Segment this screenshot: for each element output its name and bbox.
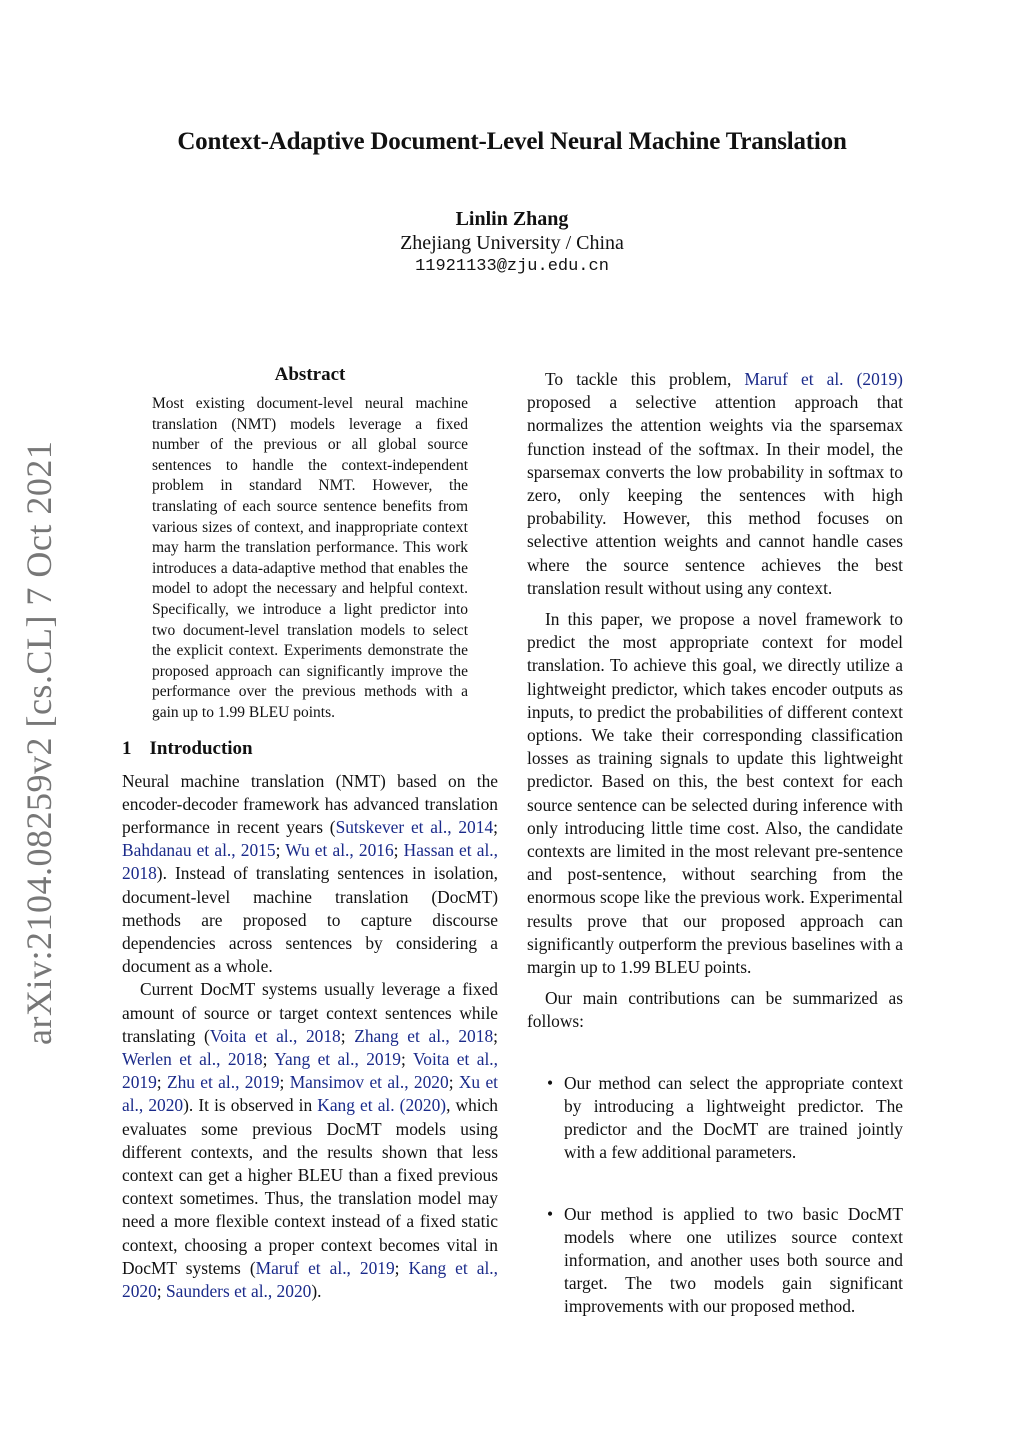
- left-column: [122, 364, 498, 1303]
- author-email[interactable]: 11921133@zju.edu.cn: [415, 257, 609, 276]
- citation-link[interactable]: Yang et al., 2019: [274, 1048, 401, 1069]
- section-heading-introduction: [122, 738, 498, 760]
- citation-link[interactable]: Maruf et al. (2019): [744, 369, 903, 389]
- author-block: [0, 207, 1024, 279]
- section-title: Introduction: [149, 737, 253, 759]
- contributions-list: [527, 1072, 903, 1319]
- paper-title: Context-Adaptive Document-Level Neural Machine Translation: [177, 128, 847, 155]
- right-column: [527, 368, 903, 1357]
- citation-link[interactable]: Saunders et al., 2020: [165, 1280, 312, 1301]
- citation-link[interactable]: Bahdanau et al., 2015: [122, 840, 276, 861]
- contribution-item: • Our method is applied to two basic DocMT models where one utilizes source context information, and another uses both source and target. The two models gain significant improvements with our proposed method.: [547, 1203, 903, 1317]
- citation-link[interactable]: Wu et al., 2016: [285, 840, 394, 861]
- intro-paragraph-3: To tackle this problem, Maruf et al. (2019) proposed a selective attention approach that normalizes the attention weights via the sparsemax function instead of the softmax. In their model, the sparsemax converts the low probability in softmax to zero, only keeping the sentences with high probability. However, this method focuses on selective attention weights and cannot handle cases where the source sentence achieves the best translation result without using any context.: [527, 369, 903, 598]
- intro-paragraph-5: Our main contributions can be summarized as follows:: [527, 988, 903, 1032]
- intro-paragraph-1: Neural machine translation (NMT) based on the encoder-decoder framework has advanced translation performance in recent years (Sutskever et al., 2014; Bahdanau et al., 2015; Wu et al., 2016; Hassan et al., 2018). Instead of translating sentences in isolation, document-level machine translation (DocMT) methods are proposed to capture discourse dependencies across sentences by considering a document as a whole.: [122, 770, 498, 977]
- citation-link[interactable]: Hassan et al., 2018: [122, 840, 498, 884]
- citation-link[interactable]: Maruf et al., 2019: [255, 1257, 395, 1278]
- citation-link[interactable]: Zhang et al., 2018: [354, 1025, 494, 1046]
- citation-link[interactable]: Kang et al. (2020): [317, 1095, 447, 1116]
- citation-link[interactable]: Mansimov et al., 2020: [289, 1072, 449, 1093]
- author-affiliation: Zhejiang University / China: [400, 232, 624, 254]
- citation-link[interactable]: Voita et al., 2018: [209, 1025, 341, 1046]
- citation-link[interactable]: Werlen et al., 2018: [122, 1048, 263, 1069]
- abstract-text: Most existing document-level neural machine translation (NMT) models leverage a fixed number of the previous or all global source sentences to handle the context-independent problem in standard NMT. However, the translating of each source sentence benefits from various sizes of context, and inappropriate context may harm the translation performance. This work introduces a data-adaptive method that enables the model to adopt the necessary and helpful context. Specifically, we introduce a light predictor into two document-level translation models to select the explicit context. Experiments demonstrate the proposed approach can significantly improve the performance over the previous methods with a gain up to 1.99 BLEU points.: [152, 395, 468, 721]
- bullet-icon: •: [547, 1072, 554, 1093]
- citation-link[interactable]: Kang et al., 2020: [122, 1257, 498, 1301]
- citation-link[interactable]: Zhu et al., 2019: [166, 1072, 280, 1093]
- citation-link[interactable]: Xu et al., 2020: [122, 1072, 498, 1116]
- author-name: Linlin Zhang: [455, 208, 569, 230]
- bullet-icon: •: [547, 1203, 554, 1224]
- arxiv-identifier: arXiv:2104.08259v2 [cs.CL] 7 Oct 2021: [19, 440, 59, 1045]
- contribution-item: • Our method can select the appropriate context by introducing a lightweight predictor. The predictor and the DocMT are trained jointly with a few additional parameters.: [547, 1072, 903, 1163]
- citation-link[interactable]: Sutskever et al., 2014: [335, 816, 494, 837]
- citation-link[interactable]: Voita et al., 2019: [122, 1048, 498, 1093]
- section-number: 1: [122, 737, 132, 759]
- intro-paragraph-4: In this paper, we propose a novel framework to predict the most appropriate context for model translation. To achieve this goal, we directly utilize a lightweight predictor, which takes encoder outputs as inputs, to predict the probabilities of different context options. We take their corresponding classification losses as training signals to update this lightweight predictor. Based on this, the best context for each source sentence can be selected during inference with only introducing little time cost. Also, the candidate contexts are limited in the most relevant pre-sentence and post-sentence, without searching from the enormous scope like the previous work. Experimental results prove that our proposed approach can significantly outperform the previous baselines with a margin up to 1.99 BLEU points.: [527, 609, 903, 978]
- abstract-heading: Abstract: [274, 364, 346, 385]
- intro-paragraph-2: Current DocMT systems usually leverage a fixed amount of source or target context sentences while translating (Voita et al., 2018; Zhang et al., 2018; Werlen et al., 2018; Yang et al., 2019; Voita et al., 2019; Zhu et al., 2019; Mansimov et al., 2020; Xu et al., 2020). It is observed in Kang et al. (2020), which evaluates some previous DocMT models using different contexts, and the results shown that less context can get a higher BLEU than a fixed previous context sometimes. Thus, the translation model may need a more flexible context instead of a fixed static context, choosing a proper context becomes vital in DocMT systems (Maruf et al., 2019; Kang et al., 2020; Saunders et al., 2020).: [122, 979, 499, 1301]
